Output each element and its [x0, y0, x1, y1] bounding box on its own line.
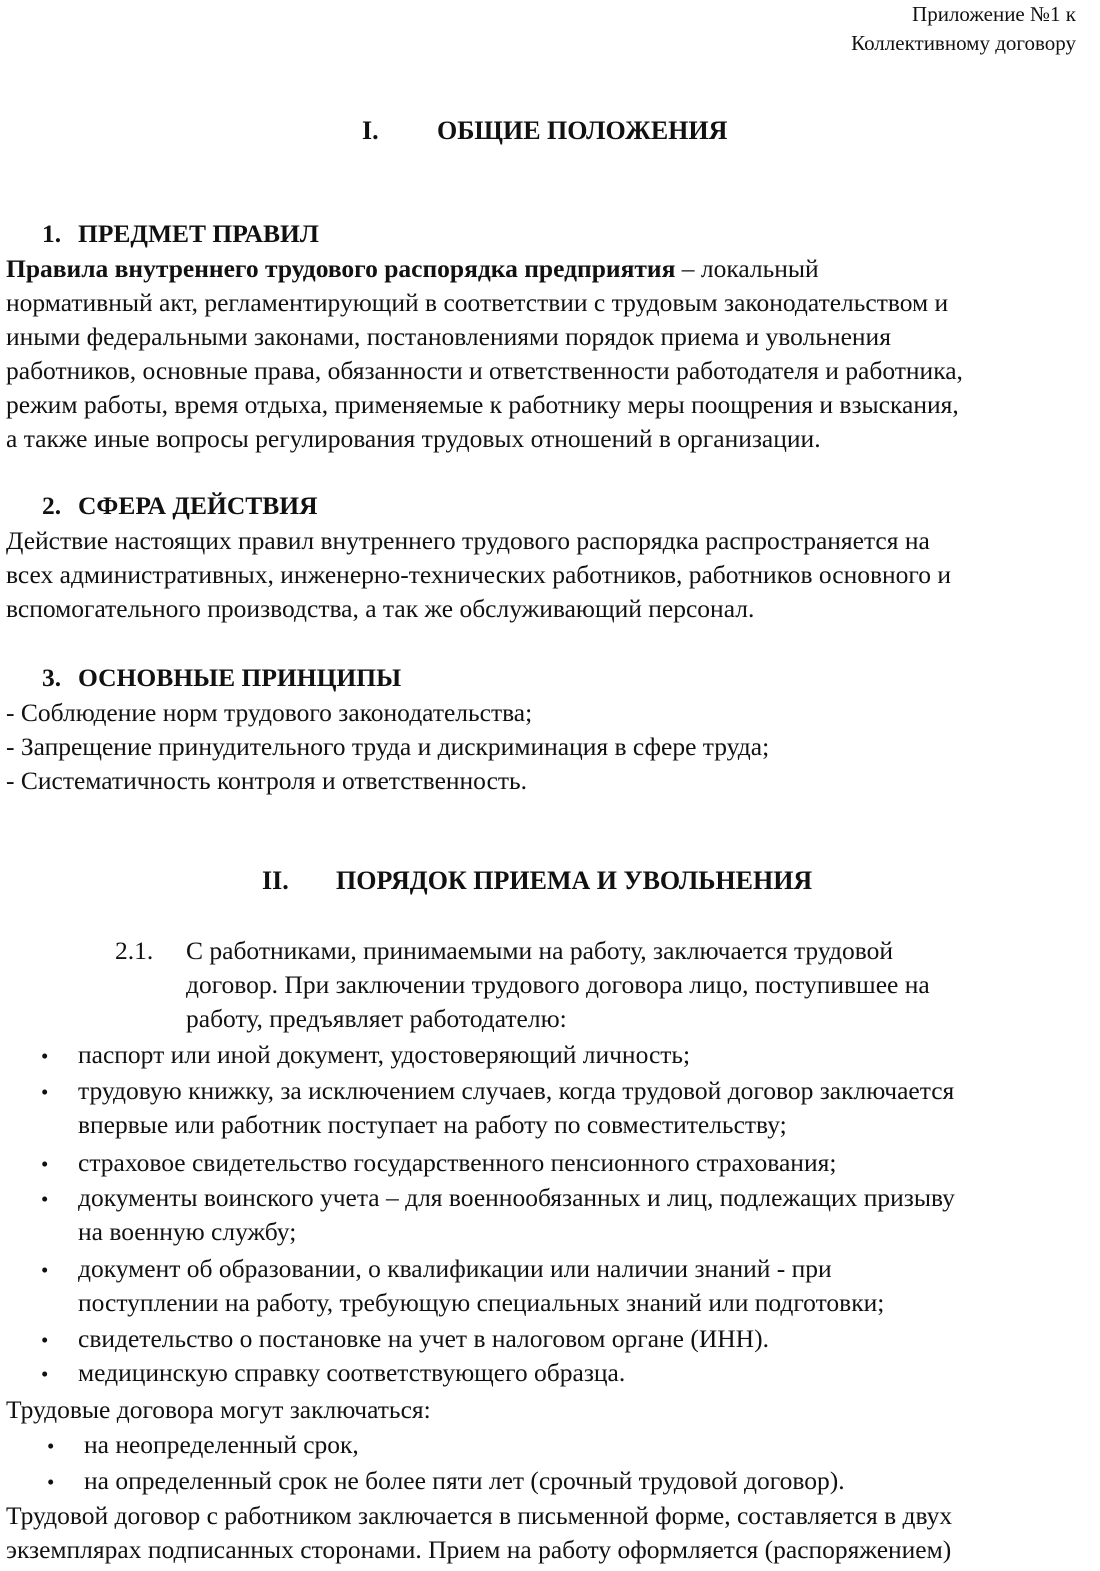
document-list-item: документ об образовании, о квалификации или наличии знаний - при	[78, 1254, 832, 1283]
subject-lead-line	[6, 252, 819, 286]
bullet-icon: •	[41, 1152, 49, 1176]
subject-line: режим работы, время отдыха, применяемые к работнику меры поощрения и взыскания,	[6, 390, 959, 419]
bullet-icon: •	[41, 1328, 49, 1352]
item-2-1-line: С работниками, принимаемыми на работу, заключается трудовой	[186, 936, 893, 965]
document-list-item: страховое свидетельство государственного пенсионного страхования;	[78, 1148, 837, 1177]
bullet-icon: •	[41, 1362, 49, 1386]
principle-line: - Запрещение принудительного труда и дискриминация в сфере труда;	[6, 732, 770, 761]
appendix-line-1: Приложение №1 к	[912, 2, 1076, 26]
scope-line: всех административных, инженерно-технических работников, работников основного и	[6, 560, 952, 589]
document-list-item: медицинскую справку соответствующего образца.	[78, 1358, 626, 1387]
document-list-item: паспорт или иной документ, удостоверяющий личность;	[78, 1040, 691, 1069]
document-list-item-cont: на военную службу;	[78, 1217, 297, 1246]
terms-intro: Трудовые договора могут заключаться:	[6, 1395, 431, 1424]
bullet-icon: •	[41, 1080, 49, 1104]
section-1-title: ОБЩИЕ ПОЛОЖЕНИЯ	[437, 116, 728, 145]
section-1-number: I.	[362, 116, 379, 145]
bullet-icon: •	[47, 1434, 55, 1458]
term-item: на неопределенный срок,	[84, 1430, 359, 1459]
document-list-item-cont: поступлении на работу, требующую специальных знаний или подготовки;	[78, 1288, 885, 1317]
subsection-2-title: СФЕРА ДЕЙСТВИЯ	[78, 491, 318, 520]
item-2-1-number: 2.1.	[115, 936, 154, 965]
document-list-item: трудовую книжку, за исключением случаев, когда трудовой договор заключается	[78, 1076, 955, 1105]
subsection-2-number: 2.	[42, 491, 62, 520]
subsection-3-number: 3.	[42, 663, 62, 692]
section-2-number: II.	[262, 866, 289, 895]
subsection-1-number: 1.	[42, 219, 62, 248]
subject-bold-term: Правила внутреннего трудового распорядка предприятия	[6, 254, 676, 283]
bullet-icon: •	[41, 1044, 49, 1068]
principle-line: - Соблюдение норм трудового законодательства;	[6, 698, 533, 727]
scope-line: Действие настоящих правил внутреннего трудового распорядка распространяется на	[6, 526, 930, 555]
document-list-item: свидетельство о постановке на учет в налоговом органе (ИНН).	[78, 1324, 769, 1353]
term-item: на определенный срок не более пяти лет (срочный трудовой договор).	[84, 1466, 845, 1495]
section-2-title: ПОРЯДОК ПРИЕМА И УВОЛЬНЕНИЯ	[336, 866, 813, 895]
subject-line: нормативный акт, регламентирующий в соответствии с трудовым законодательством и	[6, 288, 949, 317]
item-2-1-line: работу, предъявляет работодателю:	[186, 1004, 567, 1033]
subsection-1-title: ПРЕДМЕТ ПРАВИЛ	[78, 219, 319, 248]
bullet-icon: •	[41, 1258, 49, 1282]
item-2-1-line: договор. При заключении трудового договора лицо, поступившее на	[186, 970, 930, 999]
subject-line: работников, основные права, обязанности и ответственности работодателя и работника,	[6, 356, 963, 385]
bullet-icon: •	[41, 1187, 49, 1211]
subject-lead-rest: – локальный	[675, 254, 819, 283]
bullet-icon: •	[47, 1470, 55, 1494]
subject-line: иными федеральными законами, постановлениями порядок приема и увольнения	[6, 322, 891, 351]
closing-line: экземплярах подписанных сторонами. Прием на работу оформляется (распоряжением)	[6, 1535, 952, 1564]
closing-line: Трудовой договор с работником заключается в письменной форме, составляется в двух	[6, 1501, 953, 1530]
subject-line: а также иные вопросы регулирования трудовых отношений в организации.	[6, 424, 821, 453]
document-list-item: документы воинского учета – для военнообязанных и лиц, подлежащих призыву	[78, 1183, 955, 1212]
scope-line: вспомогательного производства, а так же обслуживающий персонал.	[6, 594, 755, 623]
document-list-item-cont: впервые или работник поступает на работу по совместительству;	[78, 1110, 787, 1139]
principle-line: - Систематичность контроля и ответственность.	[6, 766, 528, 795]
subsection-3-title: ОСНОВНЫЕ ПРИНЦИПЫ	[78, 663, 402, 692]
appendix-line-2: Коллективному договору	[851, 31, 1076, 55]
